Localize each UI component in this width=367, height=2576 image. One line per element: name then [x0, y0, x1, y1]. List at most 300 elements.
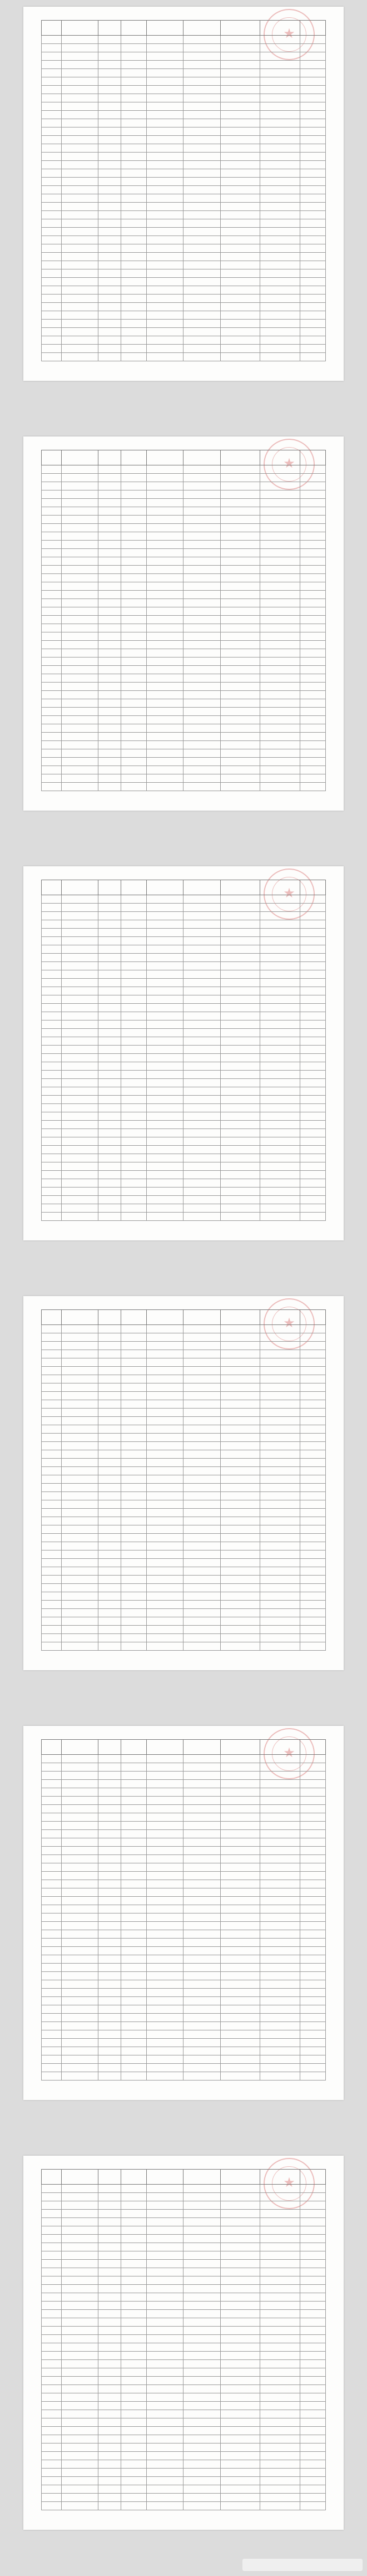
table-cell — [220, 2402, 260, 2410]
header-cell — [260, 2170, 300, 2185]
table-cell — [260, 1634, 300, 1642]
table-cell — [61, 2318, 98, 2327]
table-row — [42, 541, 326, 549]
table-cell — [147, 119, 184, 127]
table-cell — [300, 1534, 325, 1542]
table-cell — [61, 2485, 98, 2494]
table-cell — [184, 111, 220, 119]
table-cell — [147, 102, 184, 111]
table-cell — [42, 1805, 62, 1813]
table-cell — [300, 1188, 325, 1196]
table-cell — [121, 178, 147, 186]
table-cell — [121, 1179, 147, 1188]
table-cell — [260, 2368, 300, 2377]
table-cell — [220, 1500, 260, 1509]
table-cell — [121, 295, 147, 303]
table-cell — [147, 524, 184, 532]
table-cell — [260, 1467, 300, 1475]
table-cell — [300, 741, 325, 749]
table-cell — [98, 507, 121, 516]
table-cell — [121, 186, 147, 194]
table-cell — [98, 557, 121, 566]
table-cell — [42, 2226, 62, 2235]
table-cell — [42, 674, 62, 683]
table-cell — [220, 186, 260, 194]
table-cell — [147, 1425, 184, 1434]
table-cell — [260, 741, 300, 749]
table-cell — [184, 69, 220, 77]
table-cell — [42, 1989, 62, 1997]
table-cell — [121, 1484, 147, 1492]
table-cell — [147, 1997, 184, 2005]
table-cell — [184, 144, 220, 153]
table-cell — [121, 1162, 147, 1171]
table-cell — [147, 683, 184, 691]
table-cell — [42, 219, 62, 228]
table-cell — [42, 1012, 62, 1020]
table-header-row — [42, 1310, 326, 1325]
table-cell — [98, 1813, 121, 1822]
table-cell — [184, 2343, 220, 2352]
table-row — [42, 1154, 326, 1162]
table-cell — [42, 904, 62, 912]
table-cell — [98, 1525, 121, 1534]
table-cell — [42, 591, 62, 599]
table-cell — [98, 1046, 121, 1054]
table-row — [42, 345, 326, 353]
table-cell — [121, 666, 147, 674]
table-cell — [147, 1096, 184, 1104]
table-cell — [61, 1409, 98, 1417]
table-cell — [260, 2360, 300, 2368]
table-cell — [61, 1609, 98, 1617]
table-cell — [147, 311, 184, 320]
table-cell — [98, 2285, 121, 2293]
table-cell — [61, 945, 98, 954]
star-icon: ★ — [283, 1315, 295, 1331]
header-cell — [121, 21, 147, 36]
table-cell — [300, 2335, 325, 2343]
table-cell — [61, 2452, 98, 2460]
table-cell — [121, 1137, 147, 1146]
table-cell — [121, 1813, 147, 1822]
table-cell — [61, 144, 98, 153]
table-row — [42, 574, 326, 582]
table-cell — [184, 1755, 220, 1763]
table-cell — [147, 219, 184, 228]
table-cell — [42, 532, 62, 541]
table-cell — [147, 2410, 184, 2418]
table-cell — [260, 1780, 300, 1788]
table-cell — [220, 1930, 260, 1939]
table-cell — [184, 1880, 220, 1888]
table-cell — [61, 1171, 98, 1179]
table-cell — [121, 2022, 147, 2030]
table-cell — [220, 557, 260, 566]
table-cell — [98, 2368, 121, 2377]
table-cell — [42, 1383, 62, 1392]
table-cell — [61, 474, 98, 482]
table-cell — [98, 749, 121, 758]
table-cell — [42, 1171, 62, 1179]
table-cell — [147, 2226, 184, 2235]
table-cell — [220, 1342, 260, 1350]
table-cell — [184, 1939, 220, 1947]
table-row — [42, 758, 326, 766]
table-row — [42, 303, 326, 311]
table-cell — [300, 69, 325, 77]
table-cell — [121, 2360, 147, 2368]
table-cell — [147, 211, 184, 219]
table-row — [42, 2047, 326, 2055]
table-cell — [260, 2327, 300, 2335]
table-cell — [98, 1012, 121, 1020]
table-cell — [98, 1162, 121, 1171]
table-cell — [184, 649, 220, 658]
table-cell — [121, 1905, 147, 1913]
table-cell — [300, 945, 325, 954]
table-cell — [98, 2402, 121, 2410]
table-cell — [220, 1626, 260, 1634]
table-cell — [121, 2427, 147, 2435]
table-cell — [147, 1617, 184, 1626]
table-cell — [260, 1079, 300, 1087]
table-cell — [121, 1104, 147, 1112]
table-cell — [220, 1939, 260, 1947]
table-row — [42, 2268, 326, 2276]
table-cell — [42, 2039, 62, 2047]
table-cell — [220, 954, 260, 962]
table-cell — [184, 1492, 220, 1500]
table-cell — [61, 1096, 98, 1104]
table-cell — [98, 2210, 121, 2218]
table-cell — [220, 1517, 260, 1525]
table-cell — [61, 2014, 98, 2022]
star-icon: ★ — [283, 2175, 295, 2190]
table-cell — [260, 2251, 300, 2260]
table-cell — [260, 1213, 300, 1221]
table-cell — [42, 1062, 62, 1071]
table-cell — [42, 303, 62, 311]
table-row — [42, 1392, 326, 1400]
table-cell — [300, 1830, 325, 1838]
table-cell — [184, 1634, 220, 1642]
table-cell — [184, 1087, 220, 1096]
table-cell — [184, 1425, 220, 1434]
table-cell — [260, 2014, 300, 2022]
table-cell — [184, 658, 220, 666]
table-cell — [260, 1400, 300, 1409]
table-cell — [61, 2360, 98, 2368]
table-row — [42, 2072, 326, 2081]
table-cell — [260, 1880, 300, 1888]
table-cell — [184, 465, 220, 474]
table-cell — [300, 2385, 325, 2393]
table-cell — [300, 1325, 325, 1333]
table-cell — [42, 1475, 62, 1484]
table-cell — [61, 987, 98, 995]
table-cell — [42, 1897, 62, 1905]
table-cell — [184, 119, 220, 127]
table-cell — [300, 2402, 325, 2410]
table-row — [42, 1046, 326, 1054]
table-cell — [184, 1763, 220, 1772]
table-row — [42, 649, 326, 658]
table-row — [42, 52, 326, 61]
table-cell — [300, 658, 325, 666]
table-cell — [300, 490, 325, 499]
table-cell — [300, 1763, 325, 1772]
table-cell — [300, 111, 325, 119]
table-cell — [184, 474, 220, 482]
table-cell — [61, 666, 98, 674]
table-cell — [300, 1805, 325, 1813]
table-cell — [184, 2327, 220, 2335]
table-cell — [121, 1154, 147, 1162]
table-cell — [61, 244, 98, 253]
table-row — [42, 336, 326, 345]
table-cell — [61, 153, 98, 161]
table-cell — [184, 549, 220, 557]
table-cell — [300, 2427, 325, 2435]
table-cell — [61, 253, 98, 261]
table-cell — [300, 1822, 325, 1830]
table-cell — [220, 1392, 260, 1400]
table-cell — [147, 2327, 184, 2335]
table-cell — [260, 641, 300, 649]
table-cell — [184, 724, 220, 733]
table-row — [42, 1417, 326, 1425]
table-cell — [42, 1517, 62, 1525]
table-cell — [184, 1980, 220, 1989]
table-cell — [300, 1863, 325, 1872]
table-cell — [147, 1350, 184, 1358]
table-cell — [260, 2402, 300, 2410]
table-cell — [147, 783, 184, 791]
table-cell — [121, 1400, 147, 1409]
table-row — [42, 1509, 326, 1517]
table-cell — [184, 1509, 220, 1517]
table-cell — [184, 2485, 220, 2494]
table-cell — [147, 2402, 184, 2410]
table-cell — [121, 766, 147, 774]
table-cell — [61, 1196, 98, 1204]
table-cell — [300, 1634, 325, 1642]
table-cell — [98, 2293, 121, 2302]
table-cell — [220, 904, 260, 912]
table-cell — [147, 1763, 184, 1772]
table-cell — [61, 962, 98, 970]
header-cell — [300, 1740, 325, 1755]
table-cell — [61, 1509, 98, 1517]
table-cell — [300, 1467, 325, 1475]
table-cell — [61, 1972, 98, 1980]
table-cell — [42, 2268, 62, 2276]
table-cell — [147, 1517, 184, 1525]
table-cell — [220, 724, 260, 733]
table-cell — [42, 624, 62, 632]
table-cell — [260, 1863, 300, 1872]
table-cell — [121, 1213, 147, 1221]
table-cell — [184, 945, 220, 954]
table-cell — [147, 1797, 184, 1805]
table-cell — [61, 2310, 98, 2318]
price-list-page — [23, 866, 344, 1240]
table-cell — [260, 1997, 300, 2005]
table-cell — [98, 278, 121, 286]
table-cell — [121, 119, 147, 127]
table-cell — [220, 2318, 260, 2327]
table-cell — [147, 52, 184, 61]
table-cell — [121, 1450, 147, 1459]
table-cell — [61, 716, 98, 724]
table-cell — [147, 641, 184, 649]
table-cell — [61, 2293, 98, 2302]
table-cell — [121, 699, 147, 708]
table-cell — [220, 228, 260, 236]
table-cell — [220, 937, 260, 945]
table-cell — [42, 1392, 62, 1400]
table-row — [42, 219, 326, 228]
table-cell — [220, 574, 260, 582]
star-icon: ★ — [283, 455, 295, 471]
table-cell — [147, 1567, 184, 1576]
table-cell — [98, 69, 121, 77]
table-cell — [260, 1417, 300, 1425]
table-cell — [121, 2235, 147, 2243]
table-cell — [220, 624, 260, 632]
table-cell — [147, 2452, 184, 2460]
table-row — [42, 929, 326, 937]
table-cell — [147, 1584, 184, 1592]
table-cell — [184, 1054, 220, 1062]
table-cell — [184, 211, 220, 219]
table-cell — [260, 1129, 300, 1137]
table-cell — [184, 1417, 220, 1425]
header-cell — [220, 880, 260, 895]
table-cell — [121, 2393, 147, 2402]
table-cell — [260, 1772, 300, 1780]
header-cell — [220, 2170, 260, 2185]
table-cell — [260, 1450, 300, 1459]
table-cell — [147, 2064, 184, 2072]
table-cell — [260, 1576, 300, 1584]
table-cell — [184, 2055, 220, 2064]
table-cell — [220, 632, 260, 641]
table-cell — [260, 1475, 300, 1484]
table-row — [42, 244, 326, 253]
table-cell — [220, 1788, 260, 1797]
table-cell — [184, 1964, 220, 1972]
table-cell — [98, 228, 121, 236]
table-cell — [121, 311, 147, 320]
table-cell — [300, 1567, 325, 1576]
table-cell — [147, 328, 184, 336]
table-row — [42, 2368, 326, 2377]
table-cell — [184, 1855, 220, 1863]
table-cell — [42, 2402, 62, 2410]
table-cell — [300, 895, 325, 904]
table-cell — [300, 2318, 325, 2327]
table-cell — [121, 2385, 147, 2393]
table-cell — [42, 153, 62, 161]
table-row — [42, 2393, 326, 2402]
table-cell — [98, 574, 121, 582]
table-cell — [61, 1325, 98, 1333]
table-cell — [98, 1129, 121, 1137]
table-cell — [61, 783, 98, 791]
table-cell — [300, 102, 325, 111]
table-cell — [61, 904, 98, 912]
table-cell — [121, 1392, 147, 1400]
table-cell — [98, 194, 121, 203]
table-cell — [220, 1383, 260, 1392]
table-row — [42, 1325, 326, 1333]
table-cell — [300, 1492, 325, 1500]
table-row — [42, 2039, 326, 2047]
table-cell — [220, 532, 260, 541]
table-cell — [42, 1584, 62, 1592]
table-cell — [184, 127, 220, 136]
table-cell — [42, 516, 62, 524]
table-cell — [61, 1459, 98, 1467]
table-cell — [121, 1188, 147, 1196]
table-row — [42, 2418, 326, 2427]
table-cell — [42, 1079, 62, 1087]
table-cell — [184, 1188, 220, 1196]
table-cell — [61, 507, 98, 516]
table-row — [42, 716, 326, 724]
table-cell — [42, 1350, 62, 1358]
table-cell — [42, 1888, 62, 1897]
table-cell — [184, 320, 220, 328]
table-row — [42, 490, 326, 499]
table-cell — [300, 2268, 325, 2276]
table-row — [42, 524, 326, 532]
table-cell — [147, 1492, 184, 1500]
table-cell — [220, 52, 260, 61]
table-cell — [220, 2039, 260, 2047]
table-cell — [300, 1112, 325, 1121]
table-cell — [147, 111, 184, 119]
table-cell — [61, 2268, 98, 2276]
table-cell — [220, 2226, 260, 2235]
table-cell — [98, 1642, 121, 1651]
header-cell — [300, 880, 325, 895]
table-cell — [260, 1601, 300, 1609]
table-cell — [184, 2435, 220, 2443]
table-row — [42, 1780, 326, 1788]
table-cell — [121, 2014, 147, 2022]
table-cell — [300, 236, 325, 244]
table-cell — [147, 1046, 184, 1054]
table-cell — [42, 995, 62, 1004]
table-cell — [300, 2047, 325, 2055]
table-cell — [42, 2302, 62, 2310]
table-cell — [147, 2268, 184, 2276]
table-cell — [260, 2201, 300, 2210]
table-cell — [147, 1204, 184, 1213]
table-cell — [300, 1601, 325, 1609]
table-cell — [121, 1434, 147, 1442]
table-cell — [42, 1601, 62, 1609]
table-row — [42, 1980, 326, 1989]
table-cell — [121, 2030, 147, 2039]
table-cell — [260, 1037, 300, 1046]
table-cell — [184, 499, 220, 507]
table-cell — [121, 194, 147, 203]
table-cell — [260, 1822, 300, 1830]
